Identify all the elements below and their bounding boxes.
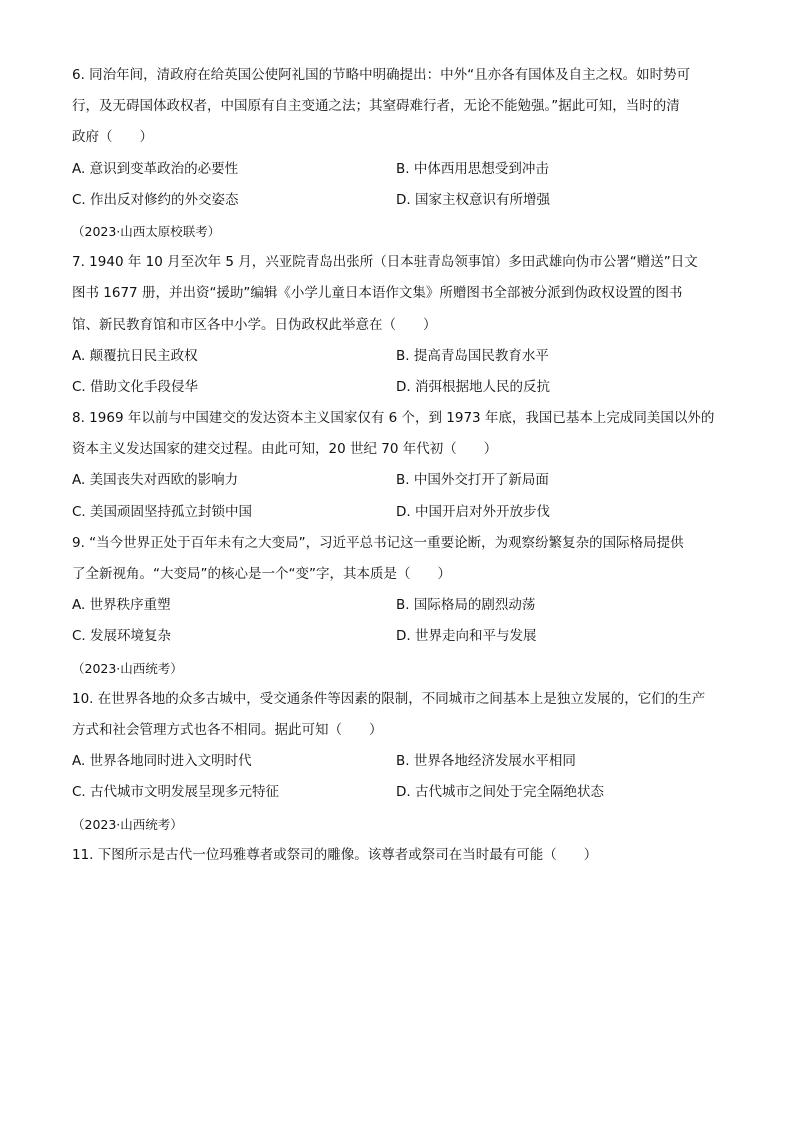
options-row — [72, 590, 722, 621]
figure-placeholder — [72, 871, 722, 1131]
question-stem-line: 6. 同治年间，清政府在给英国公使阿礼国的节略中明确提出：中外“且亦各有国体及自主之权。如时势可 — [72, 67, 691, 83]
option-a: A. 美国丧失对西欧的影响力 — [72, 472, 239, 489]
options-row — [72, 185, 722, 216]
option-a: A. 意识到变革政治的必要性 — [72, 160, 239, 177]
option-d: D. 国家主权意识有所增强 — [396, 191, 550, 208]
option-c: C. 古代城市文明发展呈现多元特征 — [72, 784, 280, 801]
question-stem-line: 7. 1940 年 10 月至次年 5 月，兴亚院青岛出张所（日本驻青岛领事馆）多田武雄向伪市公署“赠送”日文 — [72, 254, 698, 271]
question-stem-line: 图书 1677 册，并出资“援助”编辑《小学儿童日本语作文集》所赠图书全部被分派到伪政权设置的图书 — [72, 285, 683, 302]
options-row — [72, 154, 722, 185]
option-d: D. 世界走向和平与发展 — [396, 628, 537, 645]
option-b: B. 提高青岛国民教育水平 — [396, 347, 549, 364]
option-d: D. 古代城市之间处于完全隔绝状态 — [396, 784, 604, 801]
question-stem-line: 资本主义发达国家的建交过程。由此可知，20 世纪 70 年代初（ ） — [72, 441, 498, 458]
options-row — [72, 465, 722, 496]
option-d: D. 中国开启对外开放步伐 — [396, 503, 550, 520]
question-stem-line: 方式和社会管理方式也各不相同。据此可知（ ） — [72, 721, 383, 738]
option-b: B. 中国外交打开了新局面 — [396, 472, 549, 489]
question-6 — [72, 60, 722, 247]
question-11 — [72, 840, 722, 1131]
question-stem-line: 行，及无碍国体政权者，中国原有自主变通之法；其窒碍难行者，无论不能勉强。”据此可知，当时的清 — [72, 98, 680, 115]
options-row — [72, 497, 722, 528]
options-row — [72, 621, 722, 652]
exam-page — [72, 60, 722, 1131]
question-stem-line: 9. “当今世界正处于百年未有之大变局”，习近平总书记这一重要论断，为观察纷繁复杂的国际格局提供 — [72, 534, 684, 551]
options-row — [72, 341, 722, 372]
options-row — [72, 746, 722, 777]
option-a: A. 世界秩序重塑 — [72, 597, 171, 614]
option-b: B. 世界各地经济发展水平相同 — [396, 753, 576, 770]
source-note: （2023·山西统考） — [72, 660, 183, 676]
option-a: A. 世界各地同时进入文明时代 — [72, 753, 252, 770]
source-note: （2023·山西统考） — [72, 816, 183, 832]
option-b: B. 中体西用思想受到冲击 — [396, 160, 549, 177]
question-stem-line: 馆、新民教育馆和市区各中小学。日伪政权此举意在（ ） — [72, 316, 437, 333]
question-7 — [72, 247, 722, 403]
question-9 — [72, 528, 722, 684]
question-stem-line: 8. 1969 年以前与中国建交的发达资本主义国家仅有 6 个，到 1973 年底，我国已基本上完成同美国以外的 — [72, 410, 715, 427]
options-row — [72, 777, 722, 808]
option-c: C. 借助文化手段侵华 — [72, 378, 199, 395]
question-stem-line: 11. 下图所示是古代一位玛雅尊者或祭司的雕像。该尊者或祭司在当时最有可能（ ） — [72, 846, 598, 863]
source-note: （2023·山西太原校联考） — [72, 223, 221, 239]
question-stem-line: 了全新视角。“大变局”的核心是一个“变”字，其本质是（ ） — [72, 566, 451, 582]
question-10 — [72, 684, 722, 840]
option-c: C. 发展环境复杂 — [72, 628, 172, 645]
option-d: D. 消弭根据地人民的反抗 — [396, 378, 550, 395]
question-8 — [72, 403, 722, 528]
option-c: C. 作出反对修约的外交姿态 — [72, 191, 239, 208]
option-c: C. 美国顽固坚持孤立封锁中国 — [72, 503, 253, 520]
question-stem-line: 10. 在世界各地的众多古城中，受交通条件等因素的限制，不同城市之间基本上是独立发展的，它们的生产 — [72, 690, 706, 707]
question-stem-line: 政府（ ） — [72, 129, 153, 146]
options-row — [72, 372, 722, 403]
option-a: A. 颠覆抗日民主政权 — [72, 347, 198, 364]
option-b: B. 国际格局的剧烈动荡 — [396, 597, 536, 614]
